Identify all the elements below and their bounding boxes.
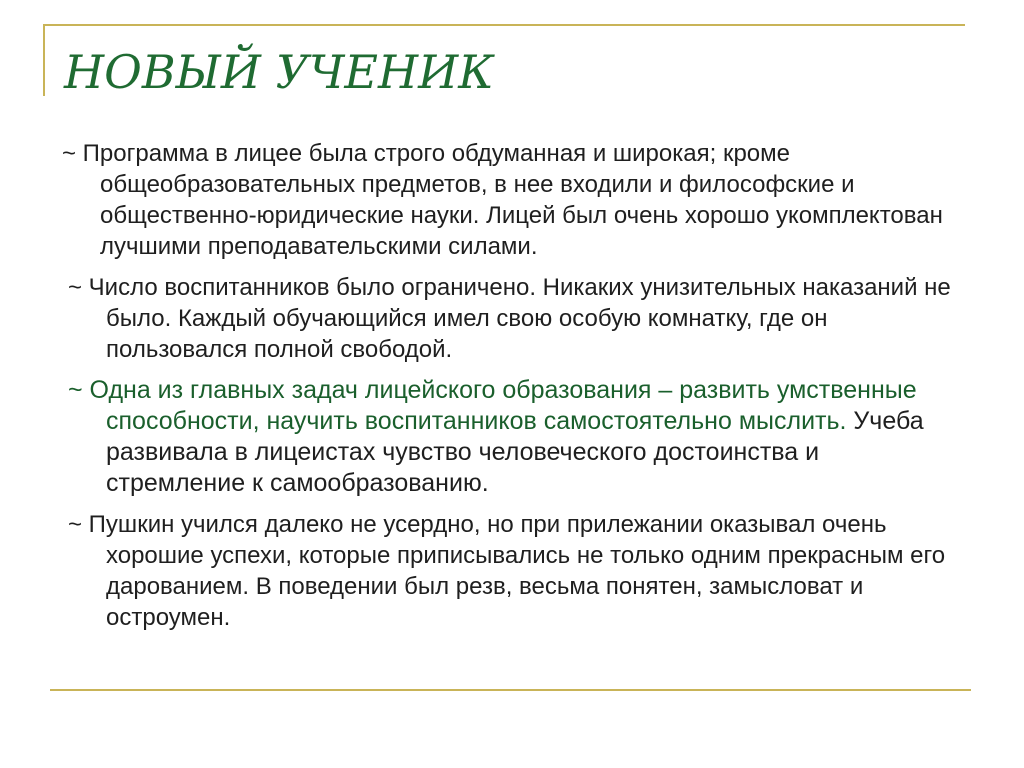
paragraph-program [62,138,962,262]
paragraph-pushkin [68,509,962,633]
paragraph-students [68,272,962,365]
slide-body [62,138,962,643]
paragraph-text: ~ Программа в лицее была строго обдуманная и широкая; кроме общеобразовательных предметов, в нее входили и философские и общественно-юридические науки. Лицей был очень хорошо укомплектован лучшими преподавательскими силами. [62,140,943,260]
slide-title: НОВЫЙ УЧЕНИК [64,45,494,99]
paragraph-lead: ~ Одна из главных задач лицейского образования – развить умственные способности, научить воспитанников самостоятельно мыслить. [68,376,917,435]
paragraph-text: ~ Пушкин учился далеко не усердно, но при прилежании оказывал очень хорошие успехи, которые приписывались не только одним прекрасным его дарованием. В поведении был резв, весьма понятен, замысловат и остроумен. [68,511,946,631]
paragraph-goals [68,375,962,499]
paragraph-text: ~ Число воспитанников было ограничено. Никаких унизительных наказаний не было. Каждый обучающийся имел свою особую комнатку, где он пользовался полной свободой. [68,274,951,363]
bottom-rule [50,689,971,691]
paragraph-text: Учеба развивала в лицеистах чувство человеческого достоинства и стремление к самообразованию. [106,407,924,497]
left-rule [43,24,45,96]
top-rule [45,24,965,26]
